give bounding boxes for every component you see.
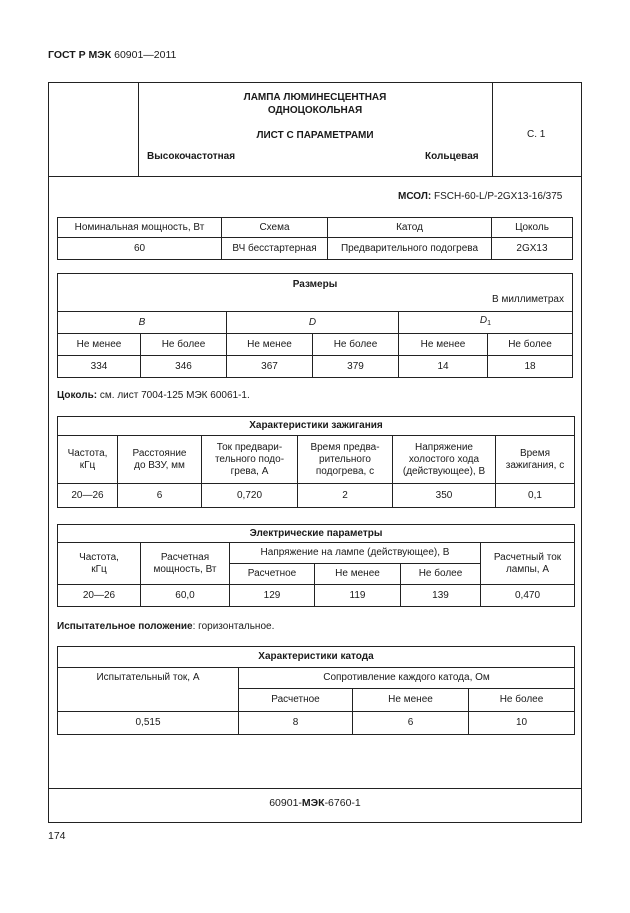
header-line: Частота,	[79, 551, 119, 563]
dimension-value: 334	[58, 356, 141, 378]
dimensions-title-cell	[58, 274, 573, 312]
ignition-value: 6	[118, 484, 202, 508]
header-line: (действующее), В	[402, 465, 486, 477]
cathode-value: 8	[239, 712, 353, 735]
ignition-title: Характеристики зажигания	[58, 417, 575, 436]
cap-note	[57, 390, 250, 401]
sheet-code	[48, 797, 582, 809]
electrical-title: Электрические параметры	[58, 525, 575, 543]
header-line: Частота,	[67, 447, 108, 459]
general-cell-power: 60	[58, 238, 222, 260]
header-line: рительного	[319, 453, 371, 465]
header-line: Расчетный ток	[493, 551, 562, 563]
general-header-power: Номинальная мощность, Вт	[58, 218, 222, 238]
title-line-1: ЛАМПА ЛЮМИНЕСЦЕНТНАЯ	[243, 92, 387, 103]
dimension-value: 14	[399, 356, 488, 378]
sheet-code-part: 60901-	[269, 797, 302, 809]
page-number: 174	[48, 830, 66, 842]
general-cell-cap: 2GX13	[492, 238, 573, 260]
sheet-number: С. 1	[527, 129, 546, 140]
dimension-value: 379	[313, 356, 399, 378]
dimension-subheader: Не менее	[58, 334, 141, 356]
dimension-d1-header	[399, 312, 573, 334]
ignition-header-ignition-time	[496, 436, 575, 484]
title-line-2: ОДНОЦОКОЛЬНАЯ	[267, 105, 363, 116]
electrical-value: 20—26	[58, 585, 141, 607]
header-line: грева, А	[230, 465, 269, 477]
ilcos-code	[398, 191, 562, 202]
header-line: Время	[519, 447, 551, 459]
dimension-value: 346	[141, 356, 227, 378]
standard-year: 60901—2011	[114, 49, 177, 61]
dimension-subheader: Не менее	[399, 334, 488, 356]
ignition-value: 2	[298, 484, 393, 508]
ilcos-value: FSCH-60-L/P-2GX13-16/375	[433, 191, 563, 202]
electrical-value: 60,0	[141, 585, 230, 607]
electrical-subheader: Не более	[401, 564, 481, 585]
dimensions-title: Размеры	[292, 279, 338, 290]
cathode-header-resistance: Сопротивление каждого катода, Ом	[239, 668, 575, 689]
electrical-value: 119	[315, 585, 401, 607]
header-line: до ВЗУ, мм	[134, 459, 185, 471]
header-line: Время предва-	[310, 441, 380, 453]
electrical-value: 139	[401, 585, 481, 607]
general-table	[57, 217, 573, 260]
header-line: Ток предвари-	[216, 441, 283, 453]
standard-code: ГОСТ Р МЭК	[48, 49, 112, 61]
ignition-header-preheat-current	[202, 436, 298, 484]
ignition-table	[57, 416, 575, 508]
test-position-note	[57, 621, 274, 632]
dimension-d1-index: 1	[487, 320, 492, 327]
electrical-table	[57, 524, 575, 607]
general-header-cap: Цоколь	[492, 218, 573, 238]
sheet-code-part: -6760-1	[324, 797, 361, 809]
test-position-text: : горизонтальное.	[192, 621, 275, 632]
ilcos-label: МСОЛ:	[398, 191, 432, 202]
cathode-title: Характеристики катода	[58, 647, 575, 668]
header-line: тельного подо-	[214, 453, 285, 465]
header-line: мощность, Вт	[153, 563, 217, 575]
ignition-header-distance	[118, 436, 202, 484]
frame-divider-title	[49, 176, 581, 177]
header-line: зажигания, с	[505, 459, 565, 471]
general-cell-circuit: ВЧ бесстартерная	[222, 238, 328, 260]
header-line: кГц	[91, 563, 107, 575]
dimension-value: 367	[227, 356, 313, 378]
cathode-subheader: Не более	[469, 689, 575, 712]
ignition-value: 350	[393, 484, 496, 508]
header-line: Расчетная	[160, 551, 210, 563]
general-header-circuit: Схема	[222, 218, 328, 238]
header-line: Расстояние	[132, 447, 187, 459]
cathode-header-current: Испытательный ток, А	[58, 668, 239, 712]
header-line: кГц	[79, 459, 96, 471]
lamp-type-right: Кольцевая	[425, 151, 479, 162]
dimensions-table	[57, 273, 573, 378]
test-position-label: Испытательное положение	[57, 621, 193, 632]
electrical-header-current	[481, 543, 575, 585]
dimension-d1-letter: D	[479, 315, 488, 326]
dimension-subheader: Не более	[141, 334, 227, 356]
electrical-subheader: Не менее	[315, 564, 401, 585]
dimension-b-header: B	[58, 312, 227, 334]
header-line: подогрева, с	[315, 465, 375, 477]
sheet-subtitle: ЛИСТ С ПАРАМЕТРАМИ	[256, 130, 374, 141]
electrical-subheader: Расчетное	[230, 564, 315, 585]
cathode-value: 6	[353, 712, 469, 735]
dimension-subheader: Не менее	[227, 334, 313, 356]
frame-divider-footer	[49, 788, 581, 789]
ignition-header-frequency	[58, 436, 118, 484]
cathode-subheader: Расчетное	[239, 689, 353, 712]
header-line: лампы, А	[505, 563, 550, 575]
ignition-header-preheat-time	[298, 436, 393, 484]
ignition-value: 0,1	[496, 484, 575, 508]
cathode-value: 0,515	[58, 712, 239, 735]
header-line: Напряжение	[415, 441, 473, 453]
electrical-value: 129	[230, 585, 315, 607]
electrical-value: 0,470	[481, 585, 575, 607]
general-cell-cathode: Предварительного подогрева	[328, 238, 492, 260]
frame-divider-right	[492, 83, 493, 176]
standard-header	[48, 49, 176, 61]
general-header-cathode: Катод	[328, 218, 492, 238]
cathode-subheader: Не менее	[353, 689, 469, 712]
cap-note-text: см. лист 7004-125 МЭК 60061-1.	[97, 390, 250, 401]
dimension-d-header: D	[227, 312, 399, 334]
sheet-title	[138, 91, 492, 117]
ignition-value: 20—26	[58, 484, 118, 508]
dimension-value: 18	[488, 356, 573, 378]
dimension-subheader: Не более	[313, 334, 399, 356]
ignition-value: 0,720	[202, 484, 298, 508]
electrical-header-frequency	[58, 543, 141, 585]
electrical-header-power	[141, 543, 230, 585]
sheet-code-part: МЭК	[301, 797, 325, 809]
cathode-value: 10	[469, 712, 575, 735]
cathode-table	[57, 646, 575, 735]
dimensions-unit: В миллиметрах	[492, 294, 564, 305]
cap-note-label: Цоколь:	[57, 390, 98, 401]
dimension-subheader: Не более	[488, 334, 573, 356]
ignition-header-open-voltage	[393, 436, 496, 484]
electrical-header-voltage: Напряжение на лампе (действующее), В	[230, 543, 481, 564]
lamp-type-left: Высокочастотная	[147, 151, 236, 162]
header-line: холостого хода	[408, 453, 480, 465]
